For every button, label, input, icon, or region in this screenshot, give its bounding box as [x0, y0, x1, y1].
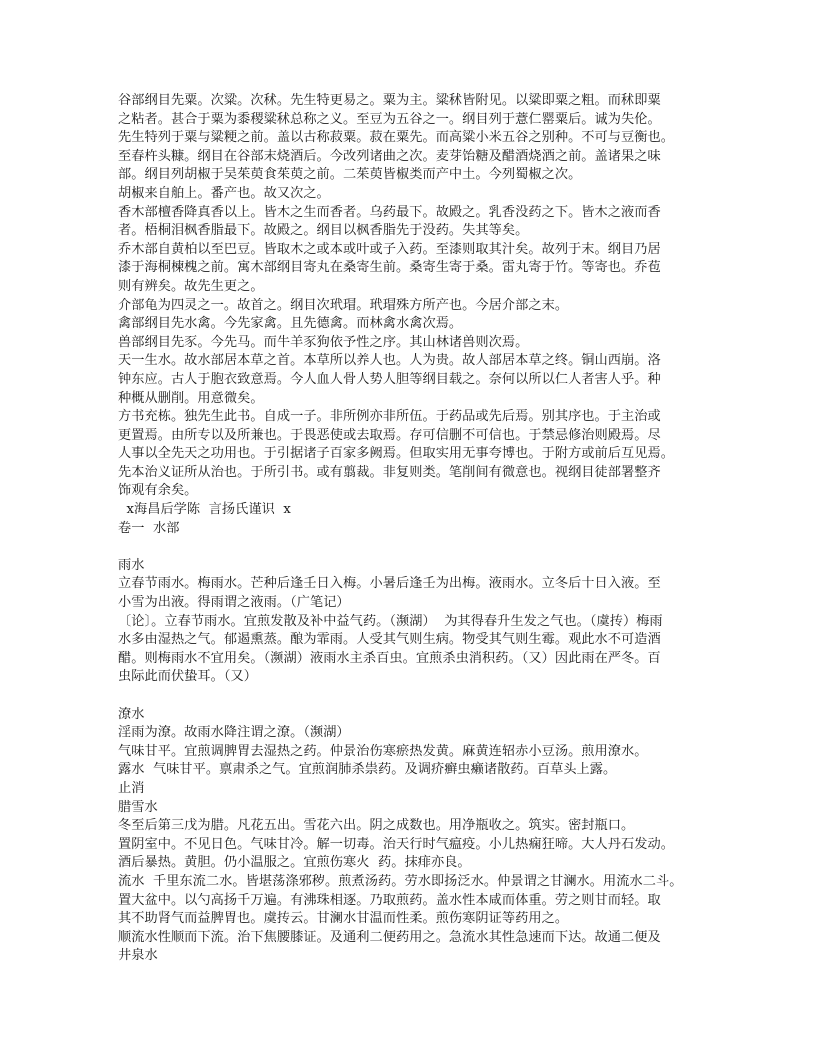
text-line: 气味甘平。宜煎调脾胃去湿热之药。仲景治伤寒瘀热发黄。麻黄连轺赤小豆汤。煎用潦水。 [118, 743, 648, 759]
text-line: 虫际此而伏蛰耳。（又） [118, 669, 258, 685]
text-line: 饰观有余矣。 [118, 483, 198, 499]
text-line: 小雪为出液。得雨谓之液雨。（广笔记） [118, 595, 350, 611]
blank-line [118, 538, 703, 557]
text-line: 谷部纲目先粟。次粱。次秫。先生特更易之。粟为主。粱秫皆附见。以粱即粟之粗。而秫即粟 [118, 93, 661, 108]
text-line: 乔木部自黄柏以至巴豆。皆取木之或本或叶或子入药。至漆则取其汁矣。故列于末。纲目乃居 [118, 241, 661, 257]
text-line: 流水 千里东流二水。皆堪荡涤邪秽。煎煮汤药。劳水即扬泛水。仲景谓之甘澜水。用流水二斗。 [118, 873, 683, 889]
signature-line: x海昌后学陈 言扬氏谨识 x [118, 502, 291, 518]
text-line: 〔论〕。立春节雨水。宜煎发散及补中益气药。（濒湖） 为其得春升生发之气也。（虞抟）梅雨 [118, 613, 663, 629]
section-heading: 潦水 [118, 706, 145, 722]
document-page [118, 92, 703, 966]
text-line: 香木部檀香降真香以上。皆木之生而香者。乌药最下。故殿之。乳香没药之下。皆木之液而香 [118, 204, 661, 220]
text-line: 部。纲目列胡椒于吴茱萸食茱萸之前。二茱萸皆椒类而产中土。今列蜀椒之次。 [118, 167, 582, 183]
text-line: 天一生水。故水部居本草之首。本草所以养人也。人为贵。故人部居本草之终。铜山西崩。洛 [118, 353, 661, 369]
text-line: 则有辨矣。故先生更之。 [118, 278, 264, 294]
text-line: 禽部纲目先水禽。今先家禽。且先德禽。而林禽水禽次焉。 [118, 316, 463, 332]
text-line: 介部龟为四灵之一。故首之。纲目次玳瑁。玳瑁殊方所产也。今居介部之末。 [118, 297, 569, 313]
text-line: 淫雨为潦。故雨水降注谓之潦。（濒湖） [118, 725, 350, 741]
text-line: 至春杵头糠。纲目在谷部末烧酒后。今改列诸曲之次。麦芽饴糖及醋酒烧酒之前。盖诸果之味 [118, 148, 661, 164]
text-line: 先生特列于粟与粱粳之前。盖以古称菽粟。菽在粟先。而高粱小米五谷之别种。不可与豆衡也。 [118, 130, 674, 146]
text-line: 顺流水性顺而下流。治下焦腰膝证。及通利二便药用之。急流水其性急速而下达。故通二便及 [118, 929, 661, 945]
text-line: 先本治义证所从治也。于所引书。或有翦裁。非复则类。笔削间有微意也。视纲目徒部署整齐 [118, 464, 661, 480]
text-line: 钟东应。古人于胞衣致意焉。今人血人骨人势人胆等纲目载之。奈何以所以仁人者害人乎。种 [118, 371, 661, 387]
text-line: 立春节雨水。梅雨水。芒种后逢壬日入梅。小暑后逢壬为出梅。液雨水。立冬后十日入液。至 [118, 576, 661, 592]
text-line: 置大盆中。以勺高扬千万遍。有沸珠相逐。乃取煎药。盖水性本咸而体重。劳之则甘而轻。取 [118, 892, 661, 908]
section-heading: 雨水 [118, 557, 145, 573]
text-line: 止消 [118, 780, 145, 796]
text-line: 人事以全先天之功用也。于引据诸子百家多阙焉。但取实用无事夸博也。于附方或前后互见焉。 [118, 446, 674, 462]
text-line: 水多由湿热之气。郁遏熏蒸。酿为霏雨。人受其气则生病。物受其气则生霉。观此水不可造酒 [118, 632, 661, 648]
blank-line [118, 687, 703, 706]
section-heading: 井泉水 [118, 948, 158, 964]
text-line: 置阴室中。不见日色。气味甘冷。解一切毒。治天行时气瘟疫。小儿热痫狂啼。大人丹石发动。 [118, 836, 674, 852]
text-line: 酒后暴热。黄胆。仍小温服之。宜煎伤寒火 药。抹痱亦良。 [118, 855, 471, 871]
volume-heading: 卷一 水部 [118, 520, 180, 536]
text-line: 其不助肾气而益脾胃也。虞抟云。甘澜水甘温而性柔。煎伤寒阴证等药用之。 [118, 911, 569, 927]
text-line: 冬至后第三戊为腊。凡花五出。雪花六出。阴之成数也。用净瓶收之。筑实。密封瓶口。 [118, 818, 635, 834]
text-line: 兽部纲目先豕。今先马。而牛羊豕狗依予性之序。其山林诸兽则次焉。 [118, 334, 529, 350]
text-line: 之粘者。甚合于粟为黍稷粱秫总称之义。至豆为五谷之一。纲目列于薏仁罂粟后。诚为失伦。 [118, 111, 661, 127]
text-line: 者。梧桐泪枫香脂最下。故殿之。纲目以枫香脂先于没药。失其等矣。 [118, 223, 529, 239]
text-line: 露水 气味甘平。禀肃杀之气。宜煎润肺杀祟药。及调疥癣虫癞诸散药。百草头上露。 [118, 762, 617, 778]
section-heading: 腊雪水 [118, 799, 158, 815]
text-line: 漆于海桐楝槐之前。寓木部纲目寄丸在桑寄生前。桑寄生寄于桑。雷丸寄于竹。等寄也。乔苞 [118, 260, 661, 276]
text-line: 方书充栋。独先生此书。自成一子。非所例亦非所伍。于药品或先后焉。别其序也。于主治或 [118, 409, 661, 425]
text-line: 醋。则梅雨水不宜用矣。（濒湖）液雨水主杀百虫。宜煎杀虫消积药。（又）因此雨在严冬。百 [118, 650, 661, 666]
text-line: 种概从删削。用意微矣。 [118, 390, 264, 406]
text-line: 更置焉。由所专以及所兼也。于畏恶使或去取焉。存可信删不可信也。于禁忌修治则殿焉。尽 [118, 427, 661, 443]
text-line: 胡椒来自舶上。番产也。故又次之。 [118, 185, 330, 201]
